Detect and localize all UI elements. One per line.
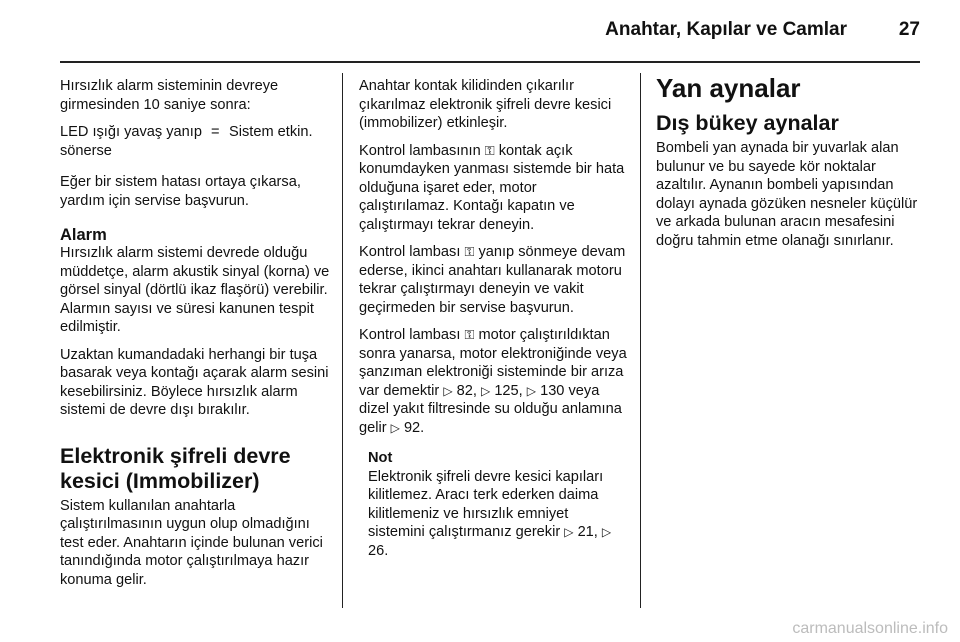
page-reference[interactable]: 82, (456, 382, 477, 399)
status-meaning: Sistem etkin. (229, 124, 313, 140)
column-divider-1 (342, 73, 343, 608)
side-mirrors-heading: Yan aynalar (656, 73, 801, 103)
alarm-paragraph-2: Uzaktan kumandadaki herhangi bir tuşa basarak veya kontağı açarak alarm sesini kesebilirsiniz. Böylece hırsızlık alarm sistemi de devre dışı bırakılır. (60, 346, 329, 418)
immobilizer-key-icon: ⚿ (484, 142, 495, 158)
warning-light-paragraph-1 (359, 142, 629, 235)
text-fragment: Elektronik şifreli devre kesici kapıları kilitlemez. Aracı terk ederken daima kilitlemeniz ve hırsızlık emniyet sistemini çalıştırmanız gerekir (368, 468, 604, 540)
status-condition: LED ışığı yavaş yanıp sönerse (60, 124, 202, 159)
page-reference[interactable]: 130 veya dizel yakıt filtresinde su olduğu anlamına gelir (359, 382, 622, 436)
convex-mirrors-subheading: Dış bükey aynalar (656, 111, 839, 135)
equals-sign: = (211, 124, 220, 140)
convex-mirrors-paragraph: Bombeli yan aynada bir yuvarlak alan bulunur ve bu sayede kör noktalar azaltılır. Aynanın bombeli yapısından dolayı aynada gözüken nesneler küçülür ve arkada bulunan aracın mesafesini doğru tahmin etme olanağı sınırlanır. (656, 140, 918, 249)
immobilizer-heading: Elektronik şifreli devre kesici (Immobilizer) (60, 443, 291, 493)
text-fragment: yanıp sönmeye devam ederse, ikinci anahtarı kullanarak motoru tekrar çalıştırmayı deneyin ve vakit geçirmeden bir servise başvurun. (359, 244, 626, 316)
immobilizer-key-icon: ⚿ (464, 244, 475, 259)
alarm-paragraph-1: Hırsızlık alarm sistemi devrede olduğu müddetçe, alarm akustik sinyal (korna) ve görsel sinyal (dörtlü ikaz flaşörü) verebilir. Alarmın sayısı ve süresi kanunen tespit edilmiştir. (60, 245, 330, 335)
column-divider-2 (640, 73, 641, 608)
page-reference[interactable]: 92. (403, 419, 425, 436)
text-fragment: Kontrol lambasının (359, 142, 481, 159)
page-reference-arrow-icon: ▷ (601, 525, 612, 539)
immobilizer-activation-paragraph: Anahtar kontak kilidinden çıkarılır çıkarılmaz elektronik şifreli devre kesici (immobilizer) etkinleşir. (359, 78, 612, 131)
page-reference[interactable]: 21, (577, 524, 598, 540)
page-number: 27 (898, 19, 920, 40)
text-fragment: motor çalıştırıldıktan sonra yanarsa, motor elektroniğinde veya şanzıman elektroniği sisteminde bir arıza var demektir (359, 327, 627, 399)
column-2 (359, 77, 629, 560)
page-reference[interactable]: 125, (494, 382, 523, 399)
watermark: carmanualsonline.info (792, 620, 948, 637)
page-reference-arrow-icon: ▷ (526, 383, 537, 398)
text-fragment: kontak açık konumdayken yanması sistemde bir hata olduğuna işaret eder, motor çalıştırılamaz. Kontağı kapatın ve çalıştırmayı tekrar deneyin. (359, 142, 625, 233)
column-1 (60, 77, 330, 598)
intro-paragraph: Hırsızlık alarm sisteminin devreye girmesinden 10 saniye sonra: (60, 78, 279, 113)
running-header-title: Anahtar, Kapılar ve Camlar (605, 19, 847, 40)
alarm-heading: Alarm (60, 226, 107, 244)
note-heading: Not (368, 450, 393, 466)
page-reference-arrow-icon: ▷ (443, 383, 453, 398)
error-paragraph: Eğer bir sistem hatası ortaya çıkarsa, yardım için servise başvurun. (60, 174, 301, 209)
page-reference-arrow-icon: ▷ (390, 420, 400, 435)
warning-light-paragraph-3 (359, 326, 629, 437)
note-box (359, 449, 629, 560)
note-text (368, 468, 629, 561)
warning-light-paragraph-2 (359, 243, 629, 317)
immobilizer-key-icon: ⚿ (464, 327, 475, 342)
header-divider (60, 61, 920, 63)
status-table-row (60, 123, 330, 160)
page-reference-arrow-icon: ▷ (564, 525, 574, 539)
text-fragment: Kontrol lambası (359, 244, 461, 260)
column-3 (656, 74, 924, 259)
page-reference-arrow-icon: ▷ (481, 383, 491, 398)
page-reference[interactable]: 26. (368, 542, 389, 559)
text-fragment: Kontrol lambası (359, 327, 461, 343)
immobilizer-paragraph: Sistem kullanılan anahtarla çalıştırılmasının uygun olup olmadığını test eder. Anahtarın içinde bulunan verici tanındığında motor çalıştırılmaya hazır konuma gelir. (60, 497, 323, 588)
